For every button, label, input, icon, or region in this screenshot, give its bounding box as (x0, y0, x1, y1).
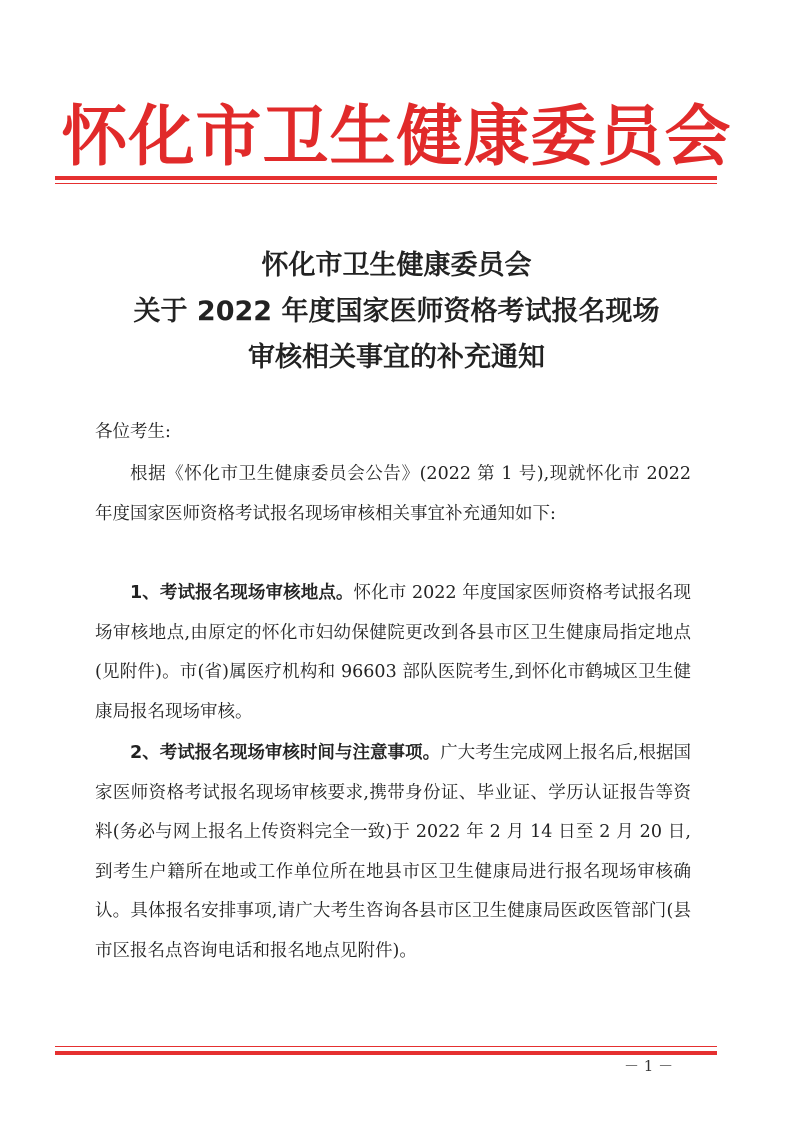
paragraph-time-notes (95, 734, 691, 972)
footer-rule-thick (55, 1051, 717, 1055)
salutation: 各位考生: (95, 422, 171, 442)
letterhead-rule-thin (55, 183, 717, 184)
paragraph-time-notes-text: 广大考生完成网上报名后,根据国家医师资格考试报名现场审核要求,携带身份证、毕业证、学历认证报告等资料(务必与网上报名上传资料完全一致)于 2022 年 2 月 14 日至 2 月 20 日,到考生户籍所在地或工作单位所在地县市区卫生健康局进行报名现场审核确认。具体报名安排事项,请广大考生咨询各县市区卫生健康局医政医管部门(县市区报名点咨询电话和报名地点见附件)。 (95, 743, 691, 961)
letterhead-organization-name: 怀化市卫生健康委员会 (61, 98, 732, 175)
document-title-line-2: 关于 2022 年度国家医师资格考试报名现场 (133, 296, 660, 327)
footer-rule-thin (55, 1046, 717, 1047)
document-title-line-1: 怀化市卫生健康委员会 (261, 250, 532, 281)
page-number: － 1 － (624, 1057, 674, 1075)
paragraph-location (95, 574, 691, 732)
paragraph-location-text: 怀化市 2022 年度国家医师资格考试报名现场审核地点,由原定的怀化市妇幼保健院更改到各县市区卫生健康局指定地点(见附件)。市(省)属医疗机构和 96603 部队医院考生,到怀化市鹤城区卫生健康局报名现场审核。 (95, 583, 691, 722)
letterhead-rule-thick (55, 176, 717, 180)
paragraph-location-heading: 1、考试报名现场审核地点。 (130, 583, 354, 603)
paragraph-time-notes-heading: 2、考试报名现场审核时间与注意事项。 (130, 743, 441, 763)
paragraph-intro (95, 455, 691, 534)
document-title-line-3: 审核相关事宜的补充通知 (248, 342, 545, 373)
paragraph-intro-text: 根据《怀化市卫生健康委员会公告》(2022 第 1 号),现就怀化市 2022 年度国家医师资格考试报名现场审核相关事宜补充通知如下: (95, 464, 691, 524)
